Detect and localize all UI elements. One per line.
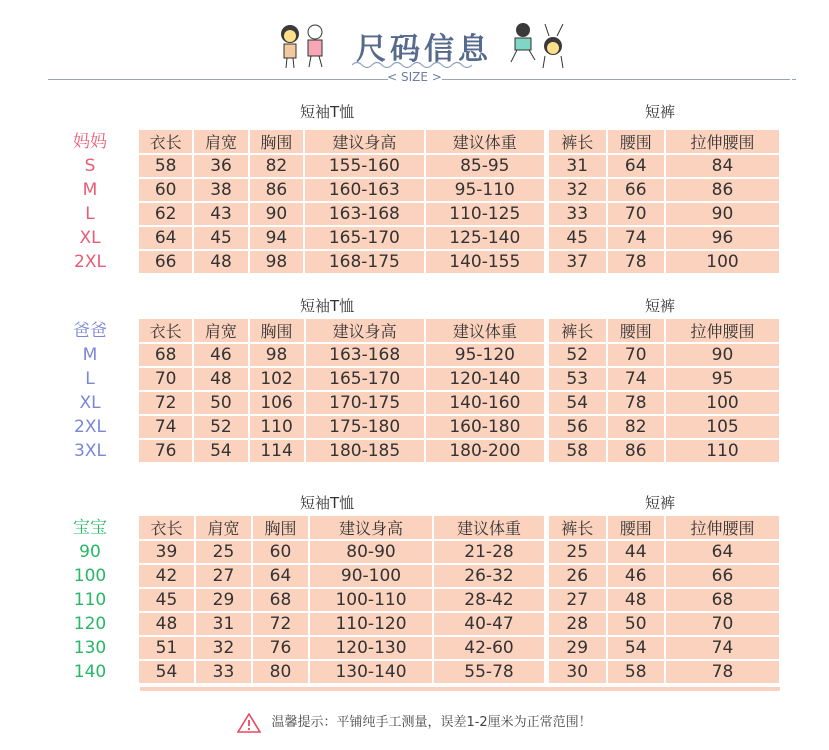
cell: 32 — [549, 179, 606, 201]
size-label: 110 — [73, 590, 107, 610]
table-row — [549, 227, 779, 249]
cell: 64 — [253, 565, 308, 587]
cell: 84 — [666, 155, 779, 177]
cell: 42-60 — [434, 637, 544, 659]
cell: 78 — [608, 392, 665, 414]
table-row — [139, 251, 544, 273]
table-row — [139, 565, 544, 587]
cell: 110 — [250, 416, 304, 438]
cell: 60 — [139, 179, 192, 201]
cell: 45 — [139, 589, 194, 611]
table-row — [139, 368, 544, 390]
header-cell: 衣长 — [139, 130, 192, 153]
cell: 85-95 — [426, 155, 544, 177]
cell: 74 — [666, 637, 779, 659]
table-row — [549, 440, 779, 462]
size-label: 3XL — [74, 441, 106, 461]
cell: 28 — [549, 613, 606, 635]
size-label: XL — [79, 393, 101, 413]
cell: 125-140 — [426, 227, 544, 249]
cell: 140-160 — [426, 392, 544, 414]
cell: 72 — [139, 392, 192, 414]
size-tag: < SIZE > — [387, 70, 442, 84]
section-dad-shirt-title: 短袖T恤 — [300, 297, 355, 315]
size-label: S — [84, 156, 96, 176]
cell: 160-163 — [305, 179, 423, 201]
dad-shirt-table — [137, 317, 546, 464]
table-row — [139, 392, 544, 414]
cell: 95 — [666, 368, 779, 390]
cell: 68 — [666, 589, 779, 611]
header-cell: 建议身高 — [305, 130, 423, 153]
header-cell: 建议体重 — [426, 130, 544, 153]
cell: 72 — [253, 613, 308, 635]
header-cell: 衣长 — [139, 516, 194, 539]
cell: 25 — [549, 541, 606, 563]
cell: 90 — [666, 344, 779, 366]
cell: 165-170 — [305, 227, 423, 249]
section-dad-shorts-title: 短裤 — [645, 297, 676, 315]
cell: 100 — [666, 392, 779, 414]
size-label: XL — [79, 228, 101, 248]
cell: 40-47 — [434, 613, 544, 635]
cell: 105 — [666, 416, 779, 438]
cell: 43 — [194, 203, 247, 225]
divider-end-dot — [792, 79, 796, 80]
cell: 82 — [250, 155, 303, 177]
cell: 56 — [549, 416, 606, 438]
size-label: 130 — [73, 638, 107, 658]
cell: 50 — [608, 613, 665, 635]
table-header-row — [139, 319, 544, 342]
table-row — [139, 416, 544, 438]
warning-icon — [237, 713, 261, 733]
section-kid-shirt-title: 短袖T恤 — [300, 494, 355, 512]
notice-text: 温馨提示：平铺纯手工测量，误差1-2厘米为正常范围！ — [271, 715, 592, 730]
header-cell: 胸围 — [250, 130, 303, 153]
header-cell: 肩宽 — [194, 130, 247, 153]
section-mom-shirt-title: 短袖T恤 — [300, 103, 355, 121]
mom-shirt-table — [137, 128, 546, 275]
size-label: 2XL — [74, 417, 106, 437]
cell: 21-28 — [434, 541, 544, 563]
cell: 37 — [549, 251, 606, 273]
cell: 74 — [608, 227, 665, 249]
section-kid-shorts-title: 短裤 — [645, 494, 676, 512]
header-cell: 肩宽 — [196, 516, 251, 539]
header-cell: 胸围 — [253, 516, 308, 539]
cell: 163-168 — [305, 203, 423, 225]
cell: 70 — [608, 344, 665, 366]
size-label: 100 — [73, 566, 107, 586]
size-label: M — [82, 345, 98, 365]
cell: 45 — [549, 227, 606, 249]
table-row — [549, 203, 779, 225]
table-row — [139, 440, 544, 462]
cell: 95-120 — [426, 344, 544, 366]
cell: 54 — [608, 637, 665, 659]
cell: 27 — [196, 565, 251, 587]
table-header-row — [549, 516, 779, 539]
cell: 46 — [194, 344, 247, 366]
size-label: M — [82, 180, 98, 200]
cell: 38 — [194, 179, 247, 201]
cell: 26 — [549, 565, 606, 587]
cell: 110-125 — [426, 203, 544, 225]
cell: 76 — [253, 637, 308, 659]
table-row — [549, 565, 779, 587]
size-label: 120 — [73, 614, 107, 634]
cell: 100 — [666, 251, 779, 273]
cell: 170-175 — [306, 392, 424, 414]
header-cell: 裤长 — [549, 319, 606, 342]
cartoon-family-right-icon — [505, 18, 575, 70]
section-kid-labels — [60, 516, 120, 684]
cell: 78 — [666, 661, 779, 683]
cell: 62 — [139, 203, 192, 225]
header-cell: 拉伸腰围 — [666, 516, 779, 539]
table-row — [139, 637, 544, 659]
table-row — [549, 251, 779, 273]
cell: 51 — [139, 637, 194, 659]
header-cell: 肩宽 — [194, 319, 247, 342]
cell: 48 — [194, 368, 247, 390]
cell: 70 — [608, 203, 665, 225]
cell: 100-110 — [310, 589, 432, 611]
cell: 80 — [253, 661, 308, 683]
cell: 68 — [253, 589, 308, 611]
table-row — [549, 392, 779, 414]
table-row — [139, 344, 544, 366]
cell: 44 — [608, 541, 665, 563]
table-row — [549, 344, 779, 366]
table-header-row — [139, 130, 544, 153]
cell: 163-168 — [306, 344, 424, 366]
cell: 54 — [194, 440, 247, 462]
cell: 64 — [139, 227, 192, 249]
cell: 45 — [194, 227, 247, 249]
cell: 33 — [196, 661, 251, 683]
header-cell: 胸围 — [250, 319, 304, 342]
size-label: L — [85, 369, 95, 389]
cell: 53 — [549, 368, 606, 390]
cell: 50 — [194, 392, 247, 414]
cell: 74 — [608, 368, 665, 390]
cell: 160-180 — [426, 416, 544, 438]
page-header — [0, 0, 829, 90]
cell: 130-140 — [310, 661, 432, 683]
cell: 98 — [250, 344, 304, 366]
table-row — [139, 155, 544, 177]
table-row — [139, 589, 544, 611]
cell: 68 — [139, 344, 192, 366]
table-row — [549, 637, 779, 659]
table-row — [549, 661, 779, 683]
wave-underline-icon — [352, 60, 477, 70]
size-label: L — [85, 204, 95, 224]
table-row — [139, 203, 544, 225]
cell: 180-185 — [306, 440, 424, 462]
cell: 98 — [250, 251, 303, 273]
header-cell: 腰围 — [608, 516, 665, 539]
cell: 70 — [139, 368, 192, 390]
size-label: 140 — [73, 662, 107, 682]
table-row — [139, 613, 544, 635]
header-cell: 建议身高 — [306, 319, 424, 342]
page-title: 尺码信息 — [356, 32, 492, 67]
cell: 52 — [549, 344, 606, 366]
cell: 42 — [139, 565, 194, 587]
group-label: 宝宝 — [73, 518, 107, 538]
cell: 120-130 — [310, 637, 432, 659]
cell: 90 — [250, 203, 303, 225]
header-cell: 建议身高 — [310, 516, 432, 539]
group-label: 爸爸 — [73, 321, 107, 341]
section-mom-shorts-title: 短裤 — [645, 103, 676, 121]
cell: 48 — [194, 251, 247, 273]
header-cell: 裤长 — [549, 516, 606, 539]
cell: 110-120 — [310, 613, 432, 635]
cell: 82 — [608, 416, 665, 438]
table-row — [139, 541, 544, 563]
cell: 52 — [194, 416, 247, 438]
cell: 33 — [549, 203, 606, 225]
cell: 155-160 — [305, 155, 423, 177]
table-row — [549, 416, 779, 438]
table-row — [139, 227, 544, 249]
header-cell: 拉伸腰围 — [666, 319, 779, 342]
mom-shorts-table — [547, 128, 781, 275]
cell: 27 — [549, 589, 606, 611]
cell: 86 — [666, 179, 779, 201]
header-cell: 建议体重 — [426, 319, 544, 342]
section-mom-labels — [60, 130, 120, 274]
cell: 48 — [608, 589, 665, 611]
cell: 30 — [549, 661, 606, 683]
table-row — [549, 179, 779, 201]
cell: 165-170 — [306, 368, 424, 390]
cell: 114 — [250, 440, 304, 462]
cropped-row-strip — [140, 687, 780, 691]
cell: 140-155 — [426, 251, 544, 273]
cell: 54 — [139, 661, 194, 683]
cartoon-family-left-icon — [275, 20, 335, 70]
cell: 29 — [196, 589, 251, 611]
table-row — [549, 368, 779, 390]
cell: 46 — [608, 565, 665, 587]
cell: 32 — [196, 637, 251, 659]
cell: 86 — [250, 179, 303, 201]
table-row — [549, 541, 779, 563]
table-row — [549, 613, 779, 635]
cell: 175-180 — [306, 416, 424, 438]
cell: 168-175 — [305, 251, 423, 273]
size-label: 90 — [79, 542, 101, 562]
kid-shirt-table — [137, 514, 546, 685]
table-row — [549, 155, 779, 177]
cell: 58 — [608, 661, 665, 683]
header-cell: 腰围 — [608, 319, 665, 342]
header-cell: 腰围 — [608, 130, 665, 153]
cell: 66 — [666, 565, 779, 587]
header-cell: 建议体重 — [434, 516, 544, 539]
group-label: 妈妈 — [73, 132, 107, 152]
header-cell: 裤长 — [549, 130, 606, 153]
cell: 80-90 — [310, 541, 432, 563]
cell: 26-32 — [434, 565, 544, 587]
cell: 31 — [549, 155, 606, 177]
cell: 58 — [139, 155, 192, 177]
cell: 96 — [666, 227, 779, 249]
cell: 90-100 — [310, 565, 432, 587]
cell: 48 — [139, 613, 194, 635]
cell: 106 — [250, 392, 304, 414]
cell: 64 — [608, 155, 665, 177]
cell: 60 — [253, 541, 308, 563]
cell: 29 — [549, 637, 606, 659]
header-cell: 拉伸腰围 — [666, 130, 779, 153]
cell: 78 — [608, 251, 665, 273]
header-cell: 衣长 — [139, 319, 192, 342]
dad-shorts-table — [547, 317, 781, 464]
cell: 102 — [250, 368, 304, 390]
cell: 25 — [196, 541, 251, 563]
table-header-row — [549, 319, 779, 342]
cell: 28-42 — [434, 589, 544, 611]
divider-right — [442, 79, 790, 80]
cell: 94 — [250, 227, 303, 249]
cell: 39 — [139, 541, 194, 563]
size-label: 2XL — [74, 252, 106, 272]
cell: 64 — [666, 541, 779, 563]
cell: 70 — [666, 613, 779, 635]
table-row — [139, 661, 544, 683]
cell: 90 — [666, 203, 779, 225]
cell: 86 — [608, 440, 665, 462]
cell: 66 — [608, 179, 665, 201]
cell: 31 — [196, 613, 251, 635]
cell: 58 — [549, 440, 606, 462]
section-dad-labels — [60, 319, 120, 463]
notice-bar — [0, 711, 829, 733]
cell: 76 — [139, 440, 192, 462]
cell: 180-200 — [426, 440, 544, 462]
cell: 110 — [666, 440, 779, 462]
cell: 95-110 — [426, 179, 544, 201]
table-row — [549, 589, 779, 611]
table-header-row — [549, 130, 779, 153]
kid-shorts-table — [547, 514, 781, 685]
cell: 120-140 — [426, 368, 544, 390]
cell: 74 — [139, 416, 192, 438]
cell: 54 — [549, 392, 606, 414]
cell: 66 — [139, 251, 192, 273]
table-row — [139, 179, 544, 201]
table-header-row — [139, 516, 544, 539]
cell: 55-78 — [434, 661, 544, 683]
cell: 36 — [194, 155, 247, 177]
